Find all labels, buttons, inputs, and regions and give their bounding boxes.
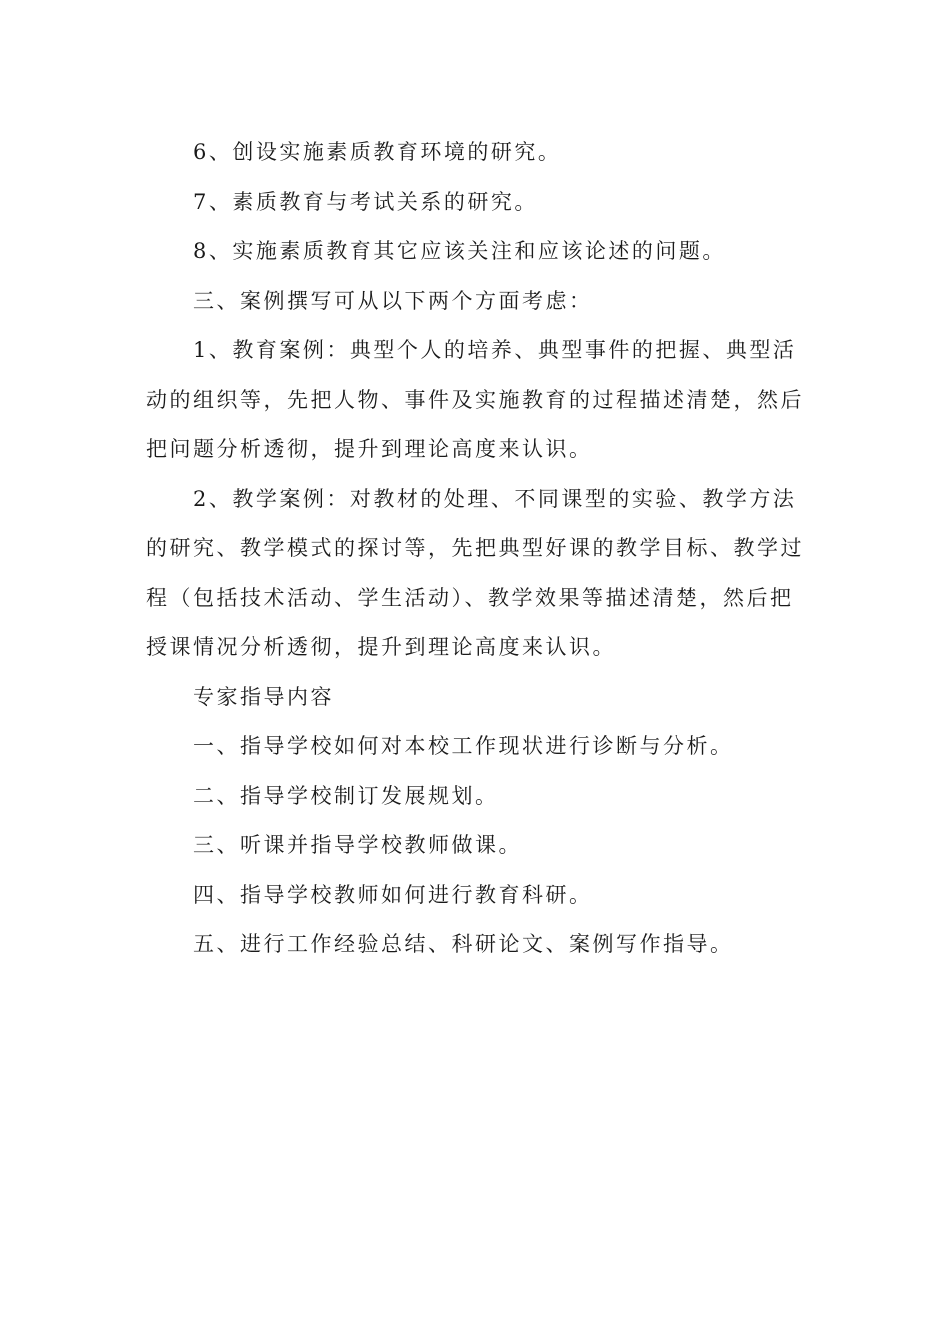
guidance-item-4: 四、指导学校教师如何进行教育科研。	[193, 882, 593, 907]
guidance-item-2: 二、指导学校制订发展规划。	[193, 783, 499, 808]
guidance-item-5: 五、进行工作经验总结、科研论文、案例写作指导。	[193, 932, 734, 956]
paragraph-item-8: 8、实施素质教育其它应该关注和应该论述的问题。	[193, 239, 726, 263]
paragraph-item-6: 6、创设实施素质教育环境的研究。	[193, 140, 562, 164]
paragraph-teaching-case: 2、教学案例：对教材的处理、不同课型的实验、教学方法的研究、教学模式的探讨等，先把典型好课的教学目标、教学过程（包括技术活动、学生活动）、教学效果等描述清楚，然后把授课情况分析透彻，提升到理论高度来认识。	[146, 486, 804, 659]
section-heading-case-writing: 三、案例撰写可从以下两个方面考虑：	[193, 288, 593, 313]
paragraph-item-7: 7、素质教育与考试关系的研究。	[193, 189, 538, 214]
guidance-item-1: 一、指导学校如何对本校工作现状进行诊断与分析。	[193, 734, 734, 758]
guidance-item-3: 三、听课并指导学校教师做课。	[193, 833, 522, 857]
paragraph-education-case: 1、教育案例：典型个人的培养、典型事件的把握、典型活动的组织等，先把人物、事件及实施教育的过程描述清楚，然后把问题分析透彻，提升到理论高度来认识。	[146, 338, 804, 461]
section-heading-expert-guidance: 专家指导内容	[193, 684, 334, 709]
document-body	[146, 128, 806, 970]
